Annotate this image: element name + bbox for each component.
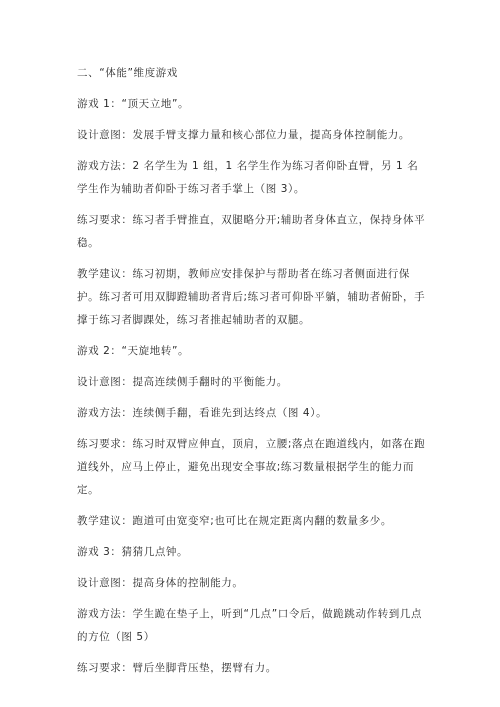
game-3-method: 游戏方法：学生跪在垫子上，听到“几点”口令后，做跪跳动作转到几点的方位（图 5） (77, 608, 423, 643)
game-1-title: 游戏 1：“顶天立地”。 (77, 98, 190, 110)
game-1-design-intent: 设计意图：发展手臂支撑力量和核心部位力量，提高身体控制能力。 (77, 129, 410, 141)
game-1-teaching-advice: 教学建议：练习初期，教师应安排保护与帮助者在练习者侧面进行保护。练习者可用双脚蹬辅助者背后;练习者可仰卧平躺，辅助者俯卧，手撑于练习者脚踝处，练习者推起辅助者的双腿。 (77, 268, 426, 326)
game-3-requirements: 练习要求：臂后坐脚背压垫，摆臂有力。 (77, 662, 277, 674)
game-1-requirements: 练习要求：练习者手臂推直，双腿略分开;辅助者身体直立，保持身体平稳。 (77, 214, 426, 249)
game-2-teaching-advice: 教学建议：跑道可由宽变窄;也可比在规定距离内翻的数量多少。 (77, 515, 392, 527)
document-body (77, 62, 427, 688)
game-2-design-intent: 设计意图：提高连续侧手翻时的平衡能力。 (77, 376, 288, 388)
game-3-title: 游戏 3：猜猜几点钟。 (77, 546, 189, 558)
game-2-requirements: 练习要求：练习时双臂应伸直，顶肩，立腰;落点在跑道线内，如落在跑道线外，应马上停止，避免出现安全事故;练习数量根据学生的能力而定。 (77, 438, 426, 496)
game-1-method: 游戏方法：2 名学生为 1 组，1 名学生作为练习者仰卧直臂，另 1 名学生作为辅助者仰卧于练习者手掌上（图 3）。 (77, 160, 419, 195)
game-2-method: 游戏方法：连续侧手翻，看谁先到达终点（图 4）。 (77, 407, 328, 419)
game-3-design-intent: 设计意图：提高身体的控制能力。 (77, 577, 244, 589)
game-2-title: 游戏 2：“天旋地转”。 (77, 345, 190, 357)
section-heading: 二、“体能”维度游戏 (77, 67, 178, 79)
